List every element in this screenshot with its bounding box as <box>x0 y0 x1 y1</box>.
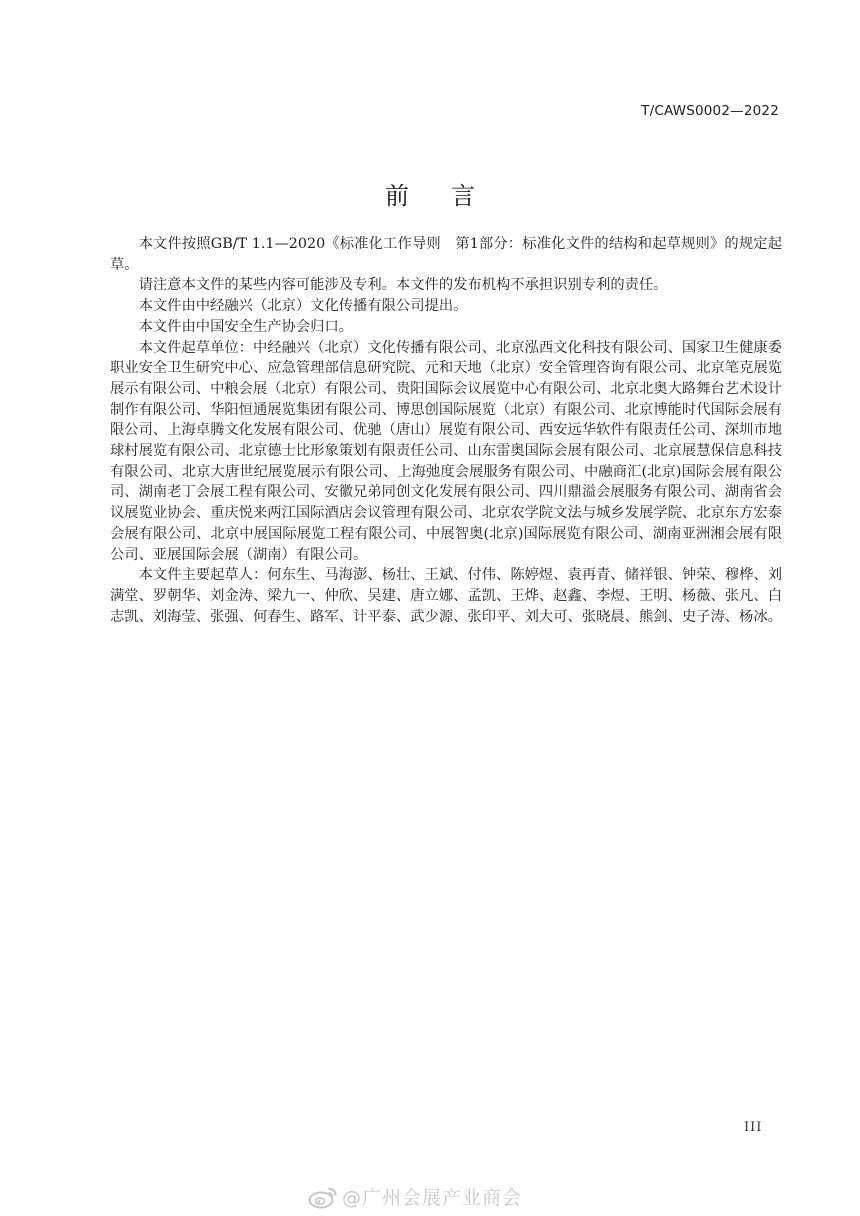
foreword-body <box>110 234 782 627</box>
page-number: III <box>744 1120 763 1135</box>
paragraph-patent-notice: 请注意本文件的某些内容可能涉及专利。本文件的发布机构不承担识别专利的责任。 <box>138 277 668 294</box>
paragraph-proposer: 本文件由中经融兴（北京）文化传播有限公司提出。 <box>138 298 468 315</box>
paragraph-administrator: 本文件由中国安全生产协会归口。 <box>138 318 354 335</box>
weibo-icon <box>308 1185 338 1209</box>
paragraph-drafting-rules: 本文件按照GB/T 1.1—2020《标准化工作导则 第1部分：标准化文件的结构和起草规则》的规定起草。 <box>110 236 782 273</box>
watermark-text: @广州会展产业商会 <box>342 1187 523 1209</box>
page-title: 前言 <box>385 182 517 210</box>
watermark <box>308 1183 522 1210</box>
document-code: T/CAWS0002—2022 <box>641 103 779 119</box>
paragraph-drafters: 本文件主要起草人：何东生、马海澎、杨壮、王斌、付伟、陈婷煜、袁再青、储祥银、钟荣、穆桦、刘满堂、罗朝华、刘金涛、梁九一、仲欣、吴建、唐立娜、孟凯、王烨、赵鑫、李煜、王明、杨薇、张凡、白志凯、刘海莹、张强、何春生、路军、计平泰、武少源、张印平、刘大可、张晓晨、熊剑、史子涛、杨冰。 <box>110 567 782 625</box>
paragraph-drafting-units: 本文件起草单位：中经融兴（北京）文化传播有限公司、北京泓西文化科技有限公司、国家卫生健康委职业安全卫生研究中心、应急管理部信息研究院、元和天地（北京）安全管理咨询有限公司、北京笔克展览展示有限公司、中粮会展（北京）有限公司、贵阳国际会议展览中心有限公司、北京北奥大路舞台艺术设计制作有限公司、华阳恒通展览集团有限公司、博思创国际展览（北京）有限公司、北京博能时代国际会展有限公司、上海卓腾文化发展有限公司、优驰（唐山）展览有限公司、西安远华软件有限责任公司、深圳市地球村展览有限公司、北京德士比形象策划有限责任公司、山东雷奥国际会展有限公司、北京展慧保信息科技有限公司、北京大唐世纪展览展示有限公司、上海弛度会展服务有限公司、中融商汇(北京)国际会展有限公司、湖南老丁会展工程有限公司、安徽兄弟同创文化发展有限公司、四川鼎溢会展服务有限公司、湖南省会议展览业协会、重庆悦来两江国际酒店会议管理有限公司、北京农学院文法与城乡发展学院、北京东方宏泰会展有限公司、北京中展国际展览工程有限公司、中展智奥(北京)国际展览有限公司、湖南亚洲湘会展有限公司、亚展国际会展（湖南）有限公司。 <box>110 339 782 563</box>
